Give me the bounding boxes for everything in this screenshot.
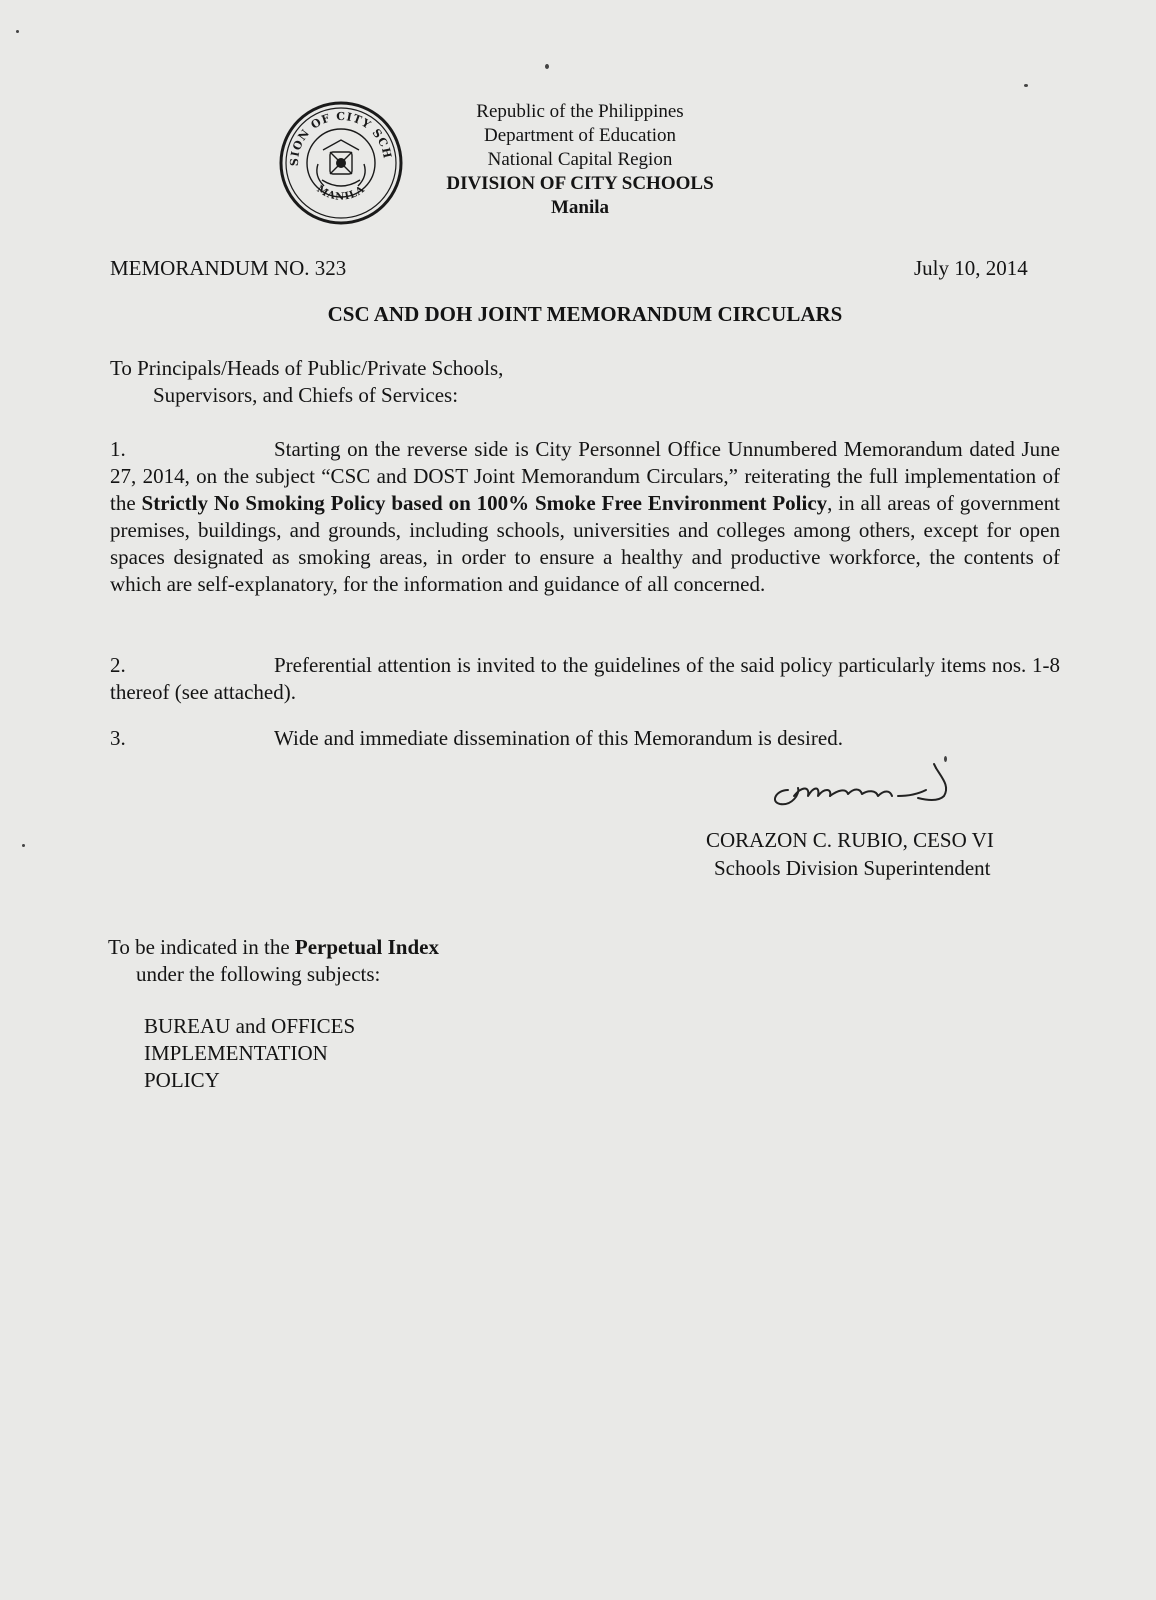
memorandum-subject: CSC AND DOH JOINT MEMORANDUM CIRCULARS: [327, 302, 843, 326]
addressee-line-2: Supervisors, and Chiefs of Services:: [153, 383, 459, 407]
paragraph-3: [110, 725, 1060, 752]
signatory-name: CORAZON C. RUBIO, CESO VI: [706, 828, 994, 852]
scan-speck: [22, 844, 25, 847]
scan-speck: [944, 756, 947, 762]
paragraph-number: 1.: [110, 437, 126, 461]
addressee-line-1: To Principals/Heads of Public/Private Schools,: [110, 356, 504, 380]
scan-speck: [1024, 84, 1028, 87]
letterhead-republic: Republic of the Philippines: [476, 101, 684, 122]
paragraph-number: 2.: [110, 653, 126, 677]
memorandum-date: July 10, 2014: [914, 256, 1028, 280]
handwritten-signature: [758, 760, 968, 820]
paragraph-text: Starting on the reverse side is City Personnel Office Unnumbered Memorandum dated June 27, 2014, on the subject “CSC and DOST Joint Memorandum Circulars,” reiterating the full implementation of the: [110, 437, 1060, 515]
signature-block: [706, 826, 994, 882]
paragraph-number: 3.: [110, 726, 126, 750]
seal-graphic: [278, 100, 404, 226]
perpetual-index-note: [108, 934, 439, 988]
index-bold: Perpetual Index: [294, 935, 439, 959]
letterhead: [420, 100, 740, 220]
index-subject-item: POLICY: [144, 1068, 220, 1092]
paragraph-2: [110, 652, 1060, 706]
signature-graphic: [758, 760, 968, 820]
letterhead-region: National Capital Region: [487, 149, 673, 170]
paragraph-bold-policy: Strictly No Smoking Policy based on 100% Smoke Free Environment Policy: [141, 491, 828, 515]
index-subject-item: BUREAU and OFFICES: [144, 1014, 356, 1038]
addressee: [110, 355, 503, 409]
paragraph-1: [110, 436, 1060, 598]
index-prefix: To be indicated in the: [108, 935, 295, 959]
index-line-2: under the following subjects:: [136, 962, 381, 986]
scan-speck: [16, 30, 19, 33]
paragraph-text: Wide and immediate dissemination of this Memorandum is desired.: [274, 726, 843, 750]
memorandum-number: MEMORANDUM NO. 323: [110, 256, 347, 280]
letterhead-city: Manila: [550, 197, 610, 218]
letterhead-department: Department of Education: [483, 125, 677, 146]
division-seal: [278, 100, 404, 226]
seal-top-text: SION OF CITY SCH: [287, 109, 395, 167]
signatory-title: Schools Division Superintendent: [714, 856, 991, 880]
seal-bottom-text: MANILA: [314, 183, 368, 203]
paragraph-text-continued: , in all areas of government premises, buildings, and grounds, including schools, universities and colleges among others, except for open spaces designated as smoking areas, in order to ensure a healthy and productive workforce, the contents of which are self-explanatory, for the information and guidance of all concerned.: [110, 491, 1060, 596]
paragraph-text: Preferential attention is invited to the guidelines of the said policy particularly items nos. 1-8 thereof (see attached).: [110, 653, 1060, 704]
index-subject-item: IMPLEMENTATION: [144, 1041, 328, 1065]
letterhead-division: DIVISION OF CITY SCHOOLS: [446, 173, 714, 194]
scan-speck: [545, 64, 549, 69]
index-subjects-list: [144, 1013, 355, 1094]
index-line-1: [108, 934, 439, 961]
